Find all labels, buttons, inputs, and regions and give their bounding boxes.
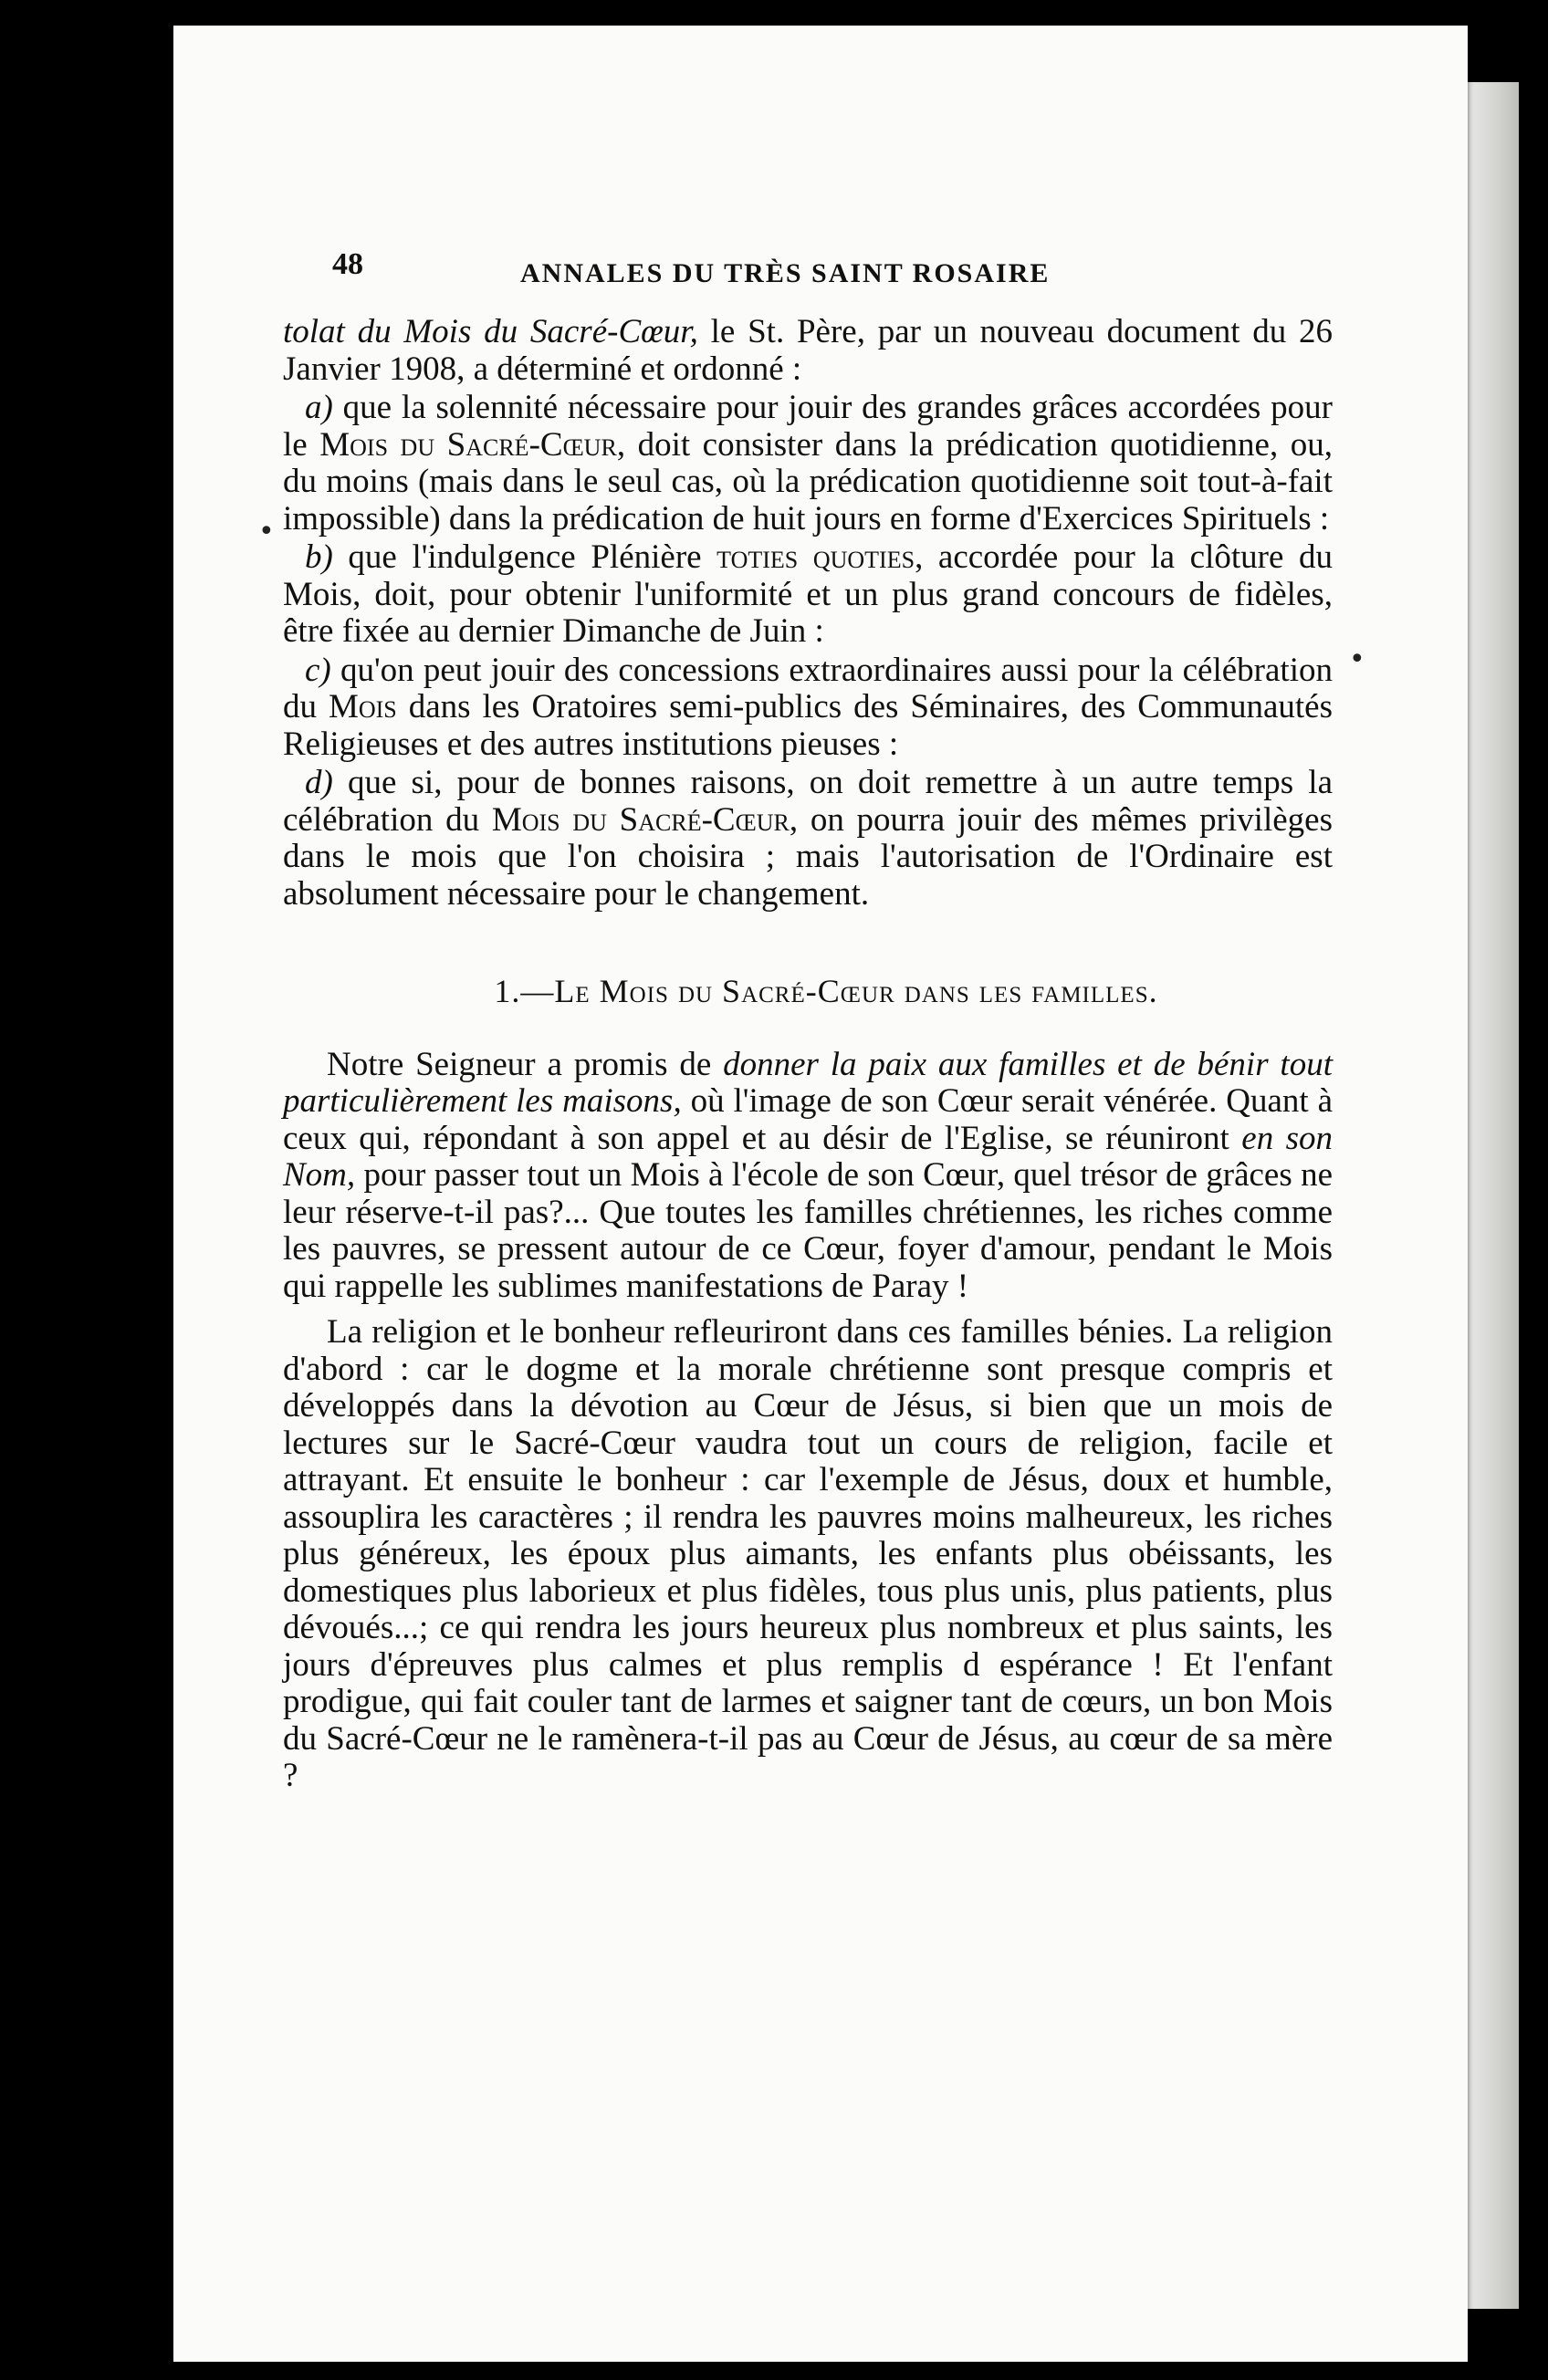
para1-italic-1: donner la paix aux familles et de bénir tout particulièrement les maisons, bbox=[283, 1045, 1333, 1120]
item-d-small-caps: Mois du Sacré-Cœur bbox=[491, 800, 790, 839]
para1-text-2: où l'image de son Cœur serait vénérée. Quant à ceux qui, répondant à son appel et au désir de l'Eglise, se réuniront bbox=[283, 1082, 1333, 1157]
page-number: 48 bbox=[332, 247, 363, 281]
item-c-label: c) bbox=[305, 651, 331, 689]
item-a-label: a) bbox=[305, 389, 333, 426]
item-d-text-2: , on pourra jouir des mêmes privilèges dans le mois que l'on choisira ; mais l'autorisation de l'Ordinaire est absolument nécessaire pour le changement. bbox=[283, 800, 1333, 913]
para1-italic-2: en son Nom, bbox=[283, 1119, 1334, 1194]
item-b-small-caps: toties quoties bbox=[716, 538, 915, 576]
item-b-text-1: que l'indulgence Plénière bbox=[332, 538, 717, 576]
intro-paragraph bbox=[283, 314, 1333, 388]
item-a-small-caps: Mois du Sacré-Cœur bbox=[319, 425, 617, 464]
item-a bbox=[283, 390, 1333, 538]
item-b-text-2: , accordée pour la clôture du Mois, doit, pour obtenir l'uniformité et un plus grand concours de fidèles, être fixée au dernier Dimanche de Juin : bbox=[283, 538, 1334, 650]
item-b bbox=[283, 539, 1333, 651]
page-text bbox=[283, 228, 1333, 1795]
item-d-text-1: que si, pour de bonnes raisons, on doit remettre à un autre temps la célébration du bbox=[283, 764, 1333, 839]
item-d bbox=[283, 765, 1333, 913]
para1-text-1: Notre Seigneur a promis de bbox=[327, 1045, 724, 1083]
margin-dot-left: • bbox=[258, 516, 275, 548]
item-c-small-caps: Mois bbox=[328, 688, 397, 725]
item-d-label: d) bbox=[305, 764, 333, 801]
intro-text: le St. Père, par un nouveau document du 26 Janvier 1908, a déterminé et ordonné : bbox=[283, 313, 1334, 388]
section-heading: 1.—Le Mois du Sacré-Cœur dans les familles. bbox=[494, 973, 1158, 1009]
running-title: ANNALES DU TRÈS SAINT ROSAIRE bbox=[520, 258, 1051, 288]
margin-dot-right: • bbox=[1349, 643, 1365, 675]
intro-italic: tolat du Mois du Sacré-Cœur, bbox=[283, 313, 698, 350]
item-b-label: b) bbox=[305, 538, 333, 576]
item-a-text-1: que la solennité nécessaire pour jouir des grandes grâces accordées pour le bbox=[283, 389, 1333, 464]
adjacent-page-edge bbox=[1468, 82, 1519, 2309]
item-c-text-2: dans les Oratoires semi-publics des Séminaires, des Communautés Religieuses et des autres institutions pieuses : bbox=[283, 688, 1334, 763]
item-a-text-2: , doit consister dans la prédication quotidienne, ou, du moins (mais dans le seul cas, où la prédication quotidienne soit tout-à-fait impossible) dans la prédication de huit jours en forme d'Exercices Spirituels : bbox=[283, 425, 1333, 538]
paragraph-religion-bonheur: La religion et le bonheur refleuriront dans ces familles bénies. La religion d'abord : car le dogme et la morale chrétienne sont presque compris et développés dans la dévotion au Cœur de Jésus, si bien que un mois de lectures sur le Sacré-Cœur vaudra tout un cours de religion, facile et attrayant. Et ensuite le bonheur : car l'exemple de Jésus, doux et humble, assouplira les caractères ; il rendra les pauvres moins malheureux, les riches plus généreux, les époux plus aimants, les enfants plus obéissants, les domestiques plus laborieux et plus fidèles, tous plus unis, plus patients, plus dévoués...; ce qui rendra les jours heureux plus nombreux et plus saints, les jours d'épreuves plus calmes et plus remplis d espérance ! Et l'enfant prodigue, qui fait couler tant de larmes et saigner tant de cœurs, un bon Mois du Sacré-Cœur ne le ramènera-t-il pas au Cœur de Jésus, au cœur de sa mère ? bbox=[283, 1313, 1333, 1794]
item-c bbox=[283, 652, 1333, 764]
running-head bbox=[283, 228, 1333, 288]
item-c-text-1: qu'on peut jouir des concessions extraordinaires aussi pour la célébration du bbox=[283, 651, 1333, 725]
paragraph-families bbox=[283, 1047, 1333, 1306]
para1-text-3: pour passer tout un Mois à l'école de son Cœur, quel trésor de grâces ne leur réserve-t-il pas?... Que toutes les familles chrétiennes, les riches comme les pauvres, se pressent autour de ce Cœur, foyer d'amour, pendant le Mois qui rappelle les sublimes manifestations de Paray ! bbox=[283, 1156, 1333, 1305]
